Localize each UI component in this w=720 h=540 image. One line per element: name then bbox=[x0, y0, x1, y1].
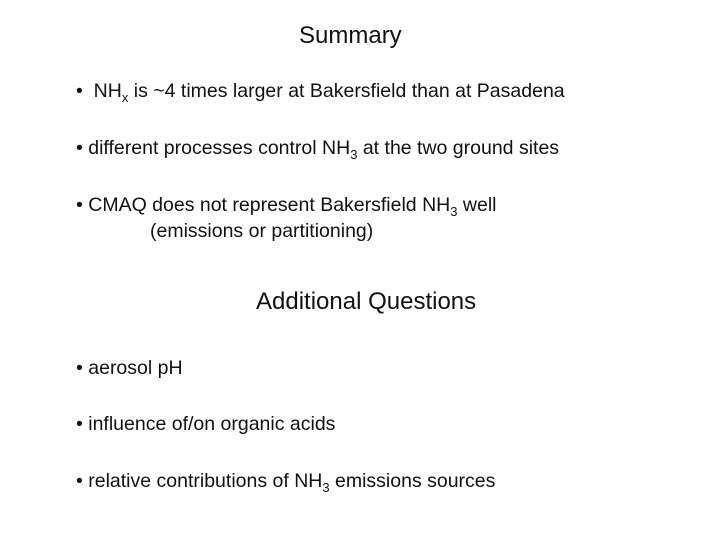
question-bullet-emissions-sources bbox=[76, 470, 495, 493]
bullet-marker: • bbox=[76, 80, 83, 102]
bullet-text-pre: different processes control NH bbox=[88, 137, 351, 159]
bullet-text-pre: NH bbox=[93, 80, 122, 102]
summary-bullet-processes bbox=[76, 137, 559, 160]
bullet-text-post: is ~4 times larger at Bakersfield than at Pasadena bbox=[128, 80, 565, 102]
summary-bullet-cmaq bbox=[76, 194, 497, 244]
bullet-text-pre: CMAQ does not represent Bakersfield NH bbox=[88, 194, 451, 216]
bullet-text-post: well bbox=[457, 194, 497, 216]
bullet-text: aerosol pH bbox=[88, 357, 183, 379]
bullet-marker: • bbox=[76, 413, 83, 435]
bullet-text-post: emissions sources bbox=[329, 470, 496, 492]
bullet-text-pre: relative contributions of NH bbox=[88, 470, 323, 492]
summary-bullet-nhx bbox=[76, 80, 565, 103]
bullet-marker: • bbox=[76, 137, 83, 159]
subscript: 3 bbox=[322, 480, 330, 495]
question-bullet-ph bbox=[76, 357, 183, 380]
bullet-marker: • bbox=[76, 357, 83, 379]
summary-heading: Summary bbox=[299, 22, 402, 49]
bullet-marker: • bbox=[76, 470, 83, 492]
bullet-text: influence of/on organic acids bbox=[88, 413, 336, 435]
subscript: 3 bbox=[450, 204, 458, 219]
bullet-marker: • bbox=[76, 194, 83, 216]
additional-questions-heading: Additional Questions bbox=[256, 288, 477, 315]
bullet-text-post: at the two ground sites bbox=[357, 137, 560, 159]
subscript: 3 bbox=[350, 147, 358, 162]
question-bullet-organic-acids bbox=[76, 413, 335, 436]
subscript: x bbox=[121, 90, 129, 105]
bullet-continuation: (emissions or partitioning) bbox=[150, 220, 374, 243]
